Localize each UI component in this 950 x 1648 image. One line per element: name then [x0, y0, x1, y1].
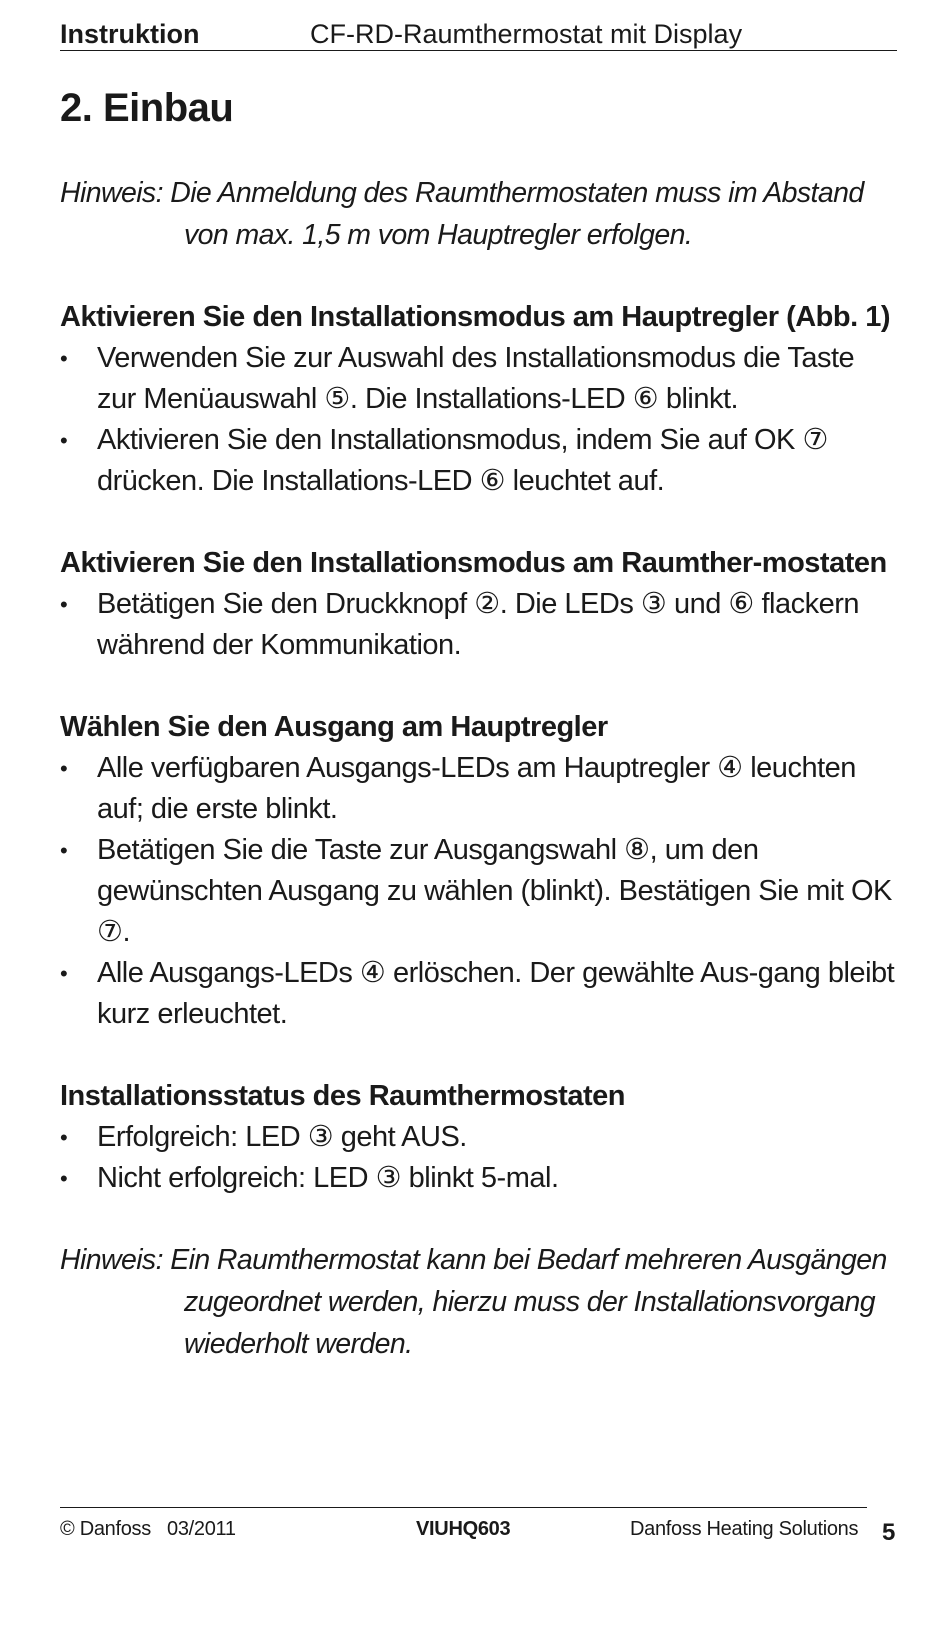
instruction-list — [60, 584, 900, 666]
subsection-title: Installationsstatus des Raumthermostaten — [60, 1080, 625, 1112]
section-activate-main-controller — [60, 296, 900, 502]
subsection-title: Aktivieren Sie den Installationsmodus am Raumther-mostaten — [60, 547, 887, 579]
note-bottom: Hinweis: Ein Raumthermostat kann bei Bedarf mehreren Ausgängen zugeordnet werden, hierzu muss der Installationsvorgang wiederholt werden. — [60, 1244, 887, 1360]
page-number: 5 — [882, 1519, 896, 1546]
document-type: Instruktion — [60, 19, 200, 49]
footer-document-code: VIUHQ603 — [416, 1518, 511, 1540]
note-top: Hinweis: Die Anmeldung des Raumthermostaten muss im Abstand von max. 1,5 m vom Hauptregler erfolgen. — [60, 177, 864, 251]
footer-date: 03/2011 — [167, 1518, 236, 1540]
subsection-title: Wählen Sie den Ausgang am Hauptregler — [60, 711, 608, 743]
instruction-list — [60, 1117, 900, 1199]
list-item: • Aktivieren Sie den Installationsmodus, indem Sie auf OK ⑦ drücken. Die Installations-LED ⑥ leuchtet auf. — [60, 420, 900, 502]
section-select-output — [60, 706, 900, 1035]
section-heading: 2. Einbau — [60, 86, 234, 130]
main-content — [60, 80, 900, 1365]
subsection-title: Aktivieren Sie den Installationsmodus am Hauptregler (Abb. 1) — [60, 301, 891, 333]
list-item: • Verwenden Sie zur Auswahl des Installationsmodus die Taste zur Menüauswahl ⑤. Die Installations-LED ⑥ blinkt. — [60, 338, 900, 420]
list-item: • Alle verfügbaren Ausgangs-LEDs am Hauptregler ④ leuchten auf; die erste blinkt. — [60, 748, 900, 830]
instruction-list — [60, 338, 900, 502]
section-activate-thermostat — [60, 542, 900, 666]
instruction-list — [60, 748, 900, 1035]
document-title: CF-RD-Raumthermostat mit Display — [310, 19, 743, 49]
list-item: • Erfolgreich: LED ③ geht AUS. — [60, 1117, 900, 1158]
page-header — [60, 8, 897, 51]
list-item: • Betätigen Sie den Druckknopf ②. Die LEDs ③ und ⑥ flackern während der Kommunikation. — [60, 584, 900, 666]
list-item: • Nicht erfolgreich: LED ③ blinkt 5-mal. — [60, 1158, 900, 1199]
section-installation-status — [60, 1075, 900, 1199]
footer-company: Danfoss Heating Solutions — [630, 1518, 859, 1540]
footer-copyright: © Danfoss — [60, 1518, 151, 1540]
footer-divider — [60, 1507, 867, 1508]
list-item: • Betätigen Sie die Taste zur Ausgangswahl ⑧, um den gewünschten Ausgang zu wählen (blinkt). Bestätigen Sie mit OK ⑦. — [60, 830, 900, 953]
list-item: • Alle Ausgangs-LEDs ④ erlöschen. Der gewählte Aus-gang bleibt kurz erleuchtet. — [60, 953, 900, 1035]
